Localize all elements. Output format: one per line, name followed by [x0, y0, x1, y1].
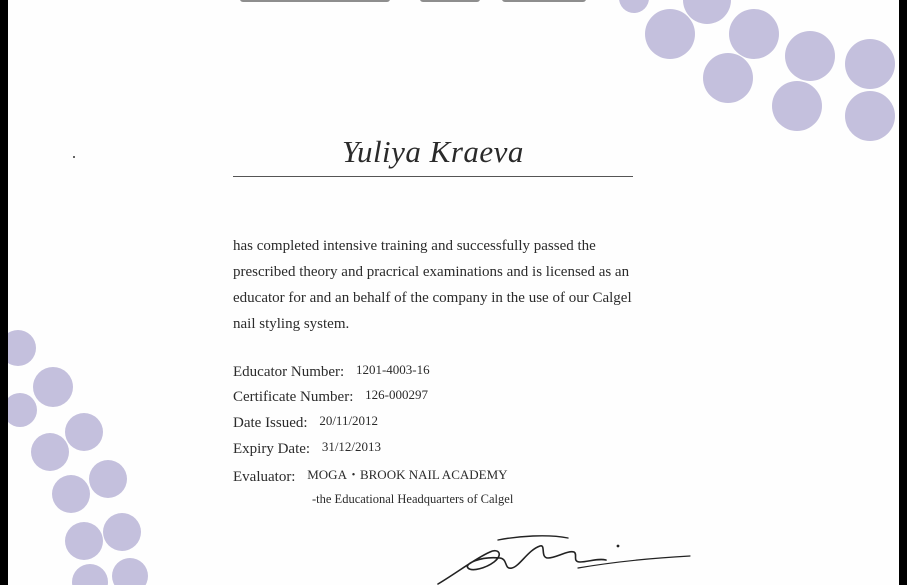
decorative-dot [785, 31, 835, 81]
decorative-dot [729, 9, 779, 59]
decorative-dot [703, 53, 753, 103]
expiry-date-value: 31/12/2013 [321, 439, 382, 454]
decorative-dot [8, 330, 36, 366]
decorative-dot [72, 564, 108, 585]
expiry-date-label: Expiry Date: [233, 441, 311, 457]
decorative-dot [619, 0, 649, 13]
decorative-dot [65, 413, 103, 451]
statement-line: has completed intensive training and successfully passed the [233, 238, 596, 254]
date-issued-value: 20/11/2012 [319, 413, 379, 428]
decorative-dot [103, 513, 141, 551]
date-issued-label: Date Issued: [233, 415, 308, 431]
expiry-date-row [233, 439, 381, 458]
educator-number-value: 1201-4003-16 [355, 362, 430, 377]
certificate-number-value: 126-000297 [365, 387, 428, 402]
educator-number-label: Educator Number: [233, 364, 345, 380]
evaluator-value: MOGA・BROOK NAIL ACADEMY [307, 467, 508, 482]
statement-line: prescribed theory and pracrical examinations and is licensed as an [233, 264, 630, 280]
decorative-dot [31, 433, 69, 471]
certificate-sheet [8, 0, 899, 585]
evaluator-subtitle: -the Educational Headquarters of Calgel [312, 492, 514, 506]
decorative-dot [845, 39, 895, 89]
educator-number-row [233, 362, 430, 381]
decorative-dot [772, 81, 822, 131]
signature-icon [428, 528, 698, 585]
name-underline [233, 176, 633, 177]
date-issued-row [233, 413, 378, 432]
certificate-number-label: Certificate Number: [233, 389, 354, 405]
decorative-dot [65, 522, 103, 560]
decorative-dot [645, 9, 695, 59]
decorative-dot [8, 393, 37, 427]
statement-line: nail styling system. [233, 316, 350, 332]
decorative-dot [33, 367, 73, 407]
decorative-dot [112, 558, 148, 585]
certificate-statement [233, 233, 673, 337]
speck-mark [73, 156, 75, 158]
cropped-title-remnant [240, 0, 586, 4]
recipient-name: Yuliya Kraeva [342, 134, 524, 169]
evaluator-row [233, 464, 508, 486]
decorative-dot [89, 460, 127, 498]
evaluator-label: Evaluator: [233, 469, 296, 485]
statement-line: educator for and an behalf of the company in the use of our Calgel [233, 290, 632, 306]
decorative-dot [845, 91, 895, 141]
certificate-number-row [233, 387, 428, 406]
decorative-dot [52, 475, 90, 513]
